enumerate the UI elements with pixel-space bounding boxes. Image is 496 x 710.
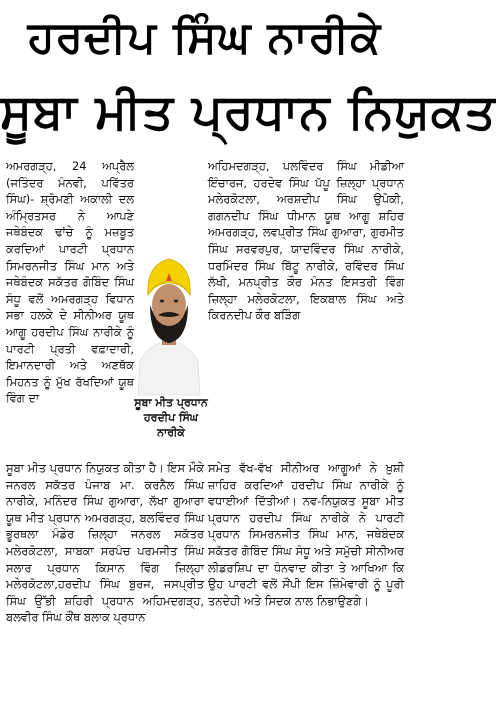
headline-line-1: ਹਰਦੀਪ ਸਿੰਘ ਨਾਰੀਕੇ [27,12,382,63]
portrait-photo [136,243,202,395]
article-column-left-top [6,158,134,407]
photo-caption: ਸੂਬਾ ਮੀਤ ਪ੍ਰਧਾਨ ਹਰਦੀਪ ਸਿੰਘ ਨਾਰੀਕੇ [134,396,208,439]
article-column-bottom-left [6,460,204,626]
headline-line-2: ਸੂਬਾ ਮੀਤ ਪ੍ਰਧਾਨ ਨਿਯੁਕਤ [0,84,496,140]
article-text-right-top: ਅਹਿਮਦਗੜ੍ਹ, ਪਲਵਿੰਦਰ ਸਿੰਘ ਮੀਡੀਆ ਇੰਚਾਰਜ, ਹਰਦੇਵ ਸਿੰਘ ਪੱਪੂ ਜ਼ਿਲ੍ਹਾ ਪ੍ਰਧਾਨ ਮਲੇਰਕੋਟਲਾ, ਅਰਸ਼ਦੀਪ ਸਿੰਘ ਉਪੋਕੀ, ਗਗਨਦੀਪ ਸਿੰਘ ਧੀਮਾਨ ਯੂਥ ਆਗੂ ਸ਼ਹਿਰ ਅਮਰਗੜ੍ਹ, ਲਵਪ੍ਰੀਤ ਸਿੰਘ ਗੁਆਰਾ, ਗੁਰਮੀਤ ਸਿੰਘ ਸਰਵਰਪੁਰ, ਯਾਦਵਿੰਦਰ ਸਿੰਘ ਨਾਰੀਕੇ, ਧਰਮਿੰਦਰ ਸਿੰਘ ਬਿੱਟੂ ਨਾਰੀਕੇ, ਰਵਿੰਦਰ ਸਿੰਘ ਲੱਖੀ, ਮਨਪ੍ਰੀਤ ਕੌਰ ਮੰਨਤ ਇਸਤਰੀ ਵਿੰਗ ਜ਼ਿਲ੍ਹਾ ਮਲੇਰਕੋਟਲਾ, ਇਕਬਾਲ ਸਿੰਘ ਅਤੇ ਕਿਰਨਦੀਪ ਕੌਰ ਬੜਿੰਗ [208,159,404,323]
article-column-bottom-right [208,460,404,609]
article-column-right-top [208,158,404,324]
article-text-bottom-left: ਸੂਬਾ ਮੀਤ ਪ੍ਰਧਾਨ ਨਿਯੁਕਤ ਕੀਤਾ ਹੈ। ਇਸ ਮੌਕੇ ਜਨਰਲ ਸਕੱਤਰ ਪੰਜਾਬ ਮਾ. ਕਰਨੈਲ ਸਿੰਘ ਨਾਰੀਕੇ, ਮਨਿੰਦਰ ਸਿੰਘ ਗੁਆਰਾ, ਲੱਖਾ ਗੁਆਰਾ ਯੂਥ ਮੀਤ ਪ੍ਰਧਾਨ ਅਮਰਗੜ੍ਹ, ਬਲਵਿੰਦਰ ਸਿੰਘ ਭੂਰਥਲਾ ਮੰਡੇਰ ਜ਼ਿਲ੍ਹਾ ਜਨਰਲ ਸਕੱਤਰ ਮਲੇਰਕੋਟਲਾ, ਸਾਬਕਾ ਸਰਪੰਚ ਪਰਮਜੀਤ ਸਿੰਘ ਸਲਾਰ ਪ੍ਰਧਾਨ ਕਿਸਾਨ ਵਿੰਗ ਜ਼ਿਲ੍ਹਾ ਮਲੇਰਕੋਟਲਾ,ਹਰਦੀਪ ਸਿੰਘ ਬੁਰਜ, ਜਸਪ੍ਰੀਤ ਸਿੰਘ ਉੱਭੀ ਸ਼ਹਿਰੀ ਪ੍ਰਧਾਨ ਅਹਿਮਦਗੜ੍ਹ, ਬਲਵੀਰ ਸਿੰਘ ਕੌਂਥ ਬਲਾਕ ਪ੍ਰਧਾਨ [6,461,204,625]
person-portrait-icon [136,243,202,395]
article-text-left-top: ਅਮਰਗੜ੍ਹ, 24 ਅਪ੍ਰੈਲ (ਜਤਿੰਦਰ ਮੰਨਵੀ, ਪਵਿੱਤਰ ਸਿੰਘ)- ਸ਼੍ਰੋਮਣੀ ਅਕਾਲੀ ਦਲ ਅੰਮ੍ਰਿਤਸਰ ਨੇ ਆਪਣੇ ਜਥੇਬੰਦਕ ਢਾਂਚੇ ਨੂੰ ਮਜ਼ਬੂਤ ਕਰਦਿਆਂ ਪਾਰਟੀ ਪ੍ਰਧਾਨ ਸਿਮਰਨਜੀਤ ਸਿੰਘ ਮਾਨ ਅਤੇ ਜਥੇਬੰਦਕ ਸਕੱਤਰ ਗੋਬਿੰਦ ਸਿੰਘ ਸੰਧੂ ਵਲੋਂ ਅਮਰਗੜ੍ਹ ਵਿਧਾਨ ਸਭਾ ਹਲਕੇ ਦੇ ਸੀਨੀਅਰ ਯੂਥ ਆਗੂ ਹਰਦੀਪ ਸਿੰਘ ਨਾਰੀਕੇ ਨੂੰ ਪਾਰਟੀ ਪ੍ਰਤੀ ਵਫ਼ਾਦਾਰੀ, ਇਮਾਨਦਾਰੀ ਅਤੇ ਅਣਥੱਕ ਮਿਹਨਤ ਨੂੰ ਮੁੱਖ ਰੱਖਦਿਆਂ ਯੂਥ ਵਿੰਗ ਦਾ [6,159,134,406]
article-text-bottom-right: ਸਮੇਤ ਵੱਖ-ਵੱਖ ਸੀਨੀਅਰ ਆਗੂਆਂ ਨੇ ਖ਼ੁਸ਼ੀ ਜ਼ਾਹਿਰ ਕਰਦਿਆਂ ਹਰਦੀਪ ਸਿੰਘ ਨਾਰੀਕੇ ਨੂੰ ਵਧਾਈਆਂ ਦਿੱਤੀਆਂ। ਨਵ-ਨਿਯੁਕਤ ਸੂਬਾ ਮੀਤ ਪ੍ਰਧਾਨ ਹਰਦੀਪ ਸਿੰਘ ਨਾਰੀਕੇ ਨੇ ਪਾਰਟੀ ਪ੍ਰਧਾਨ ਸਿਮਰਨਜੀਤ ਸਿੰਘ ਮਾਨ, ਜਥੇਬੰਦਕ ਸਕੱਤਰ ਗੋਬਿੰਦ ਸਿੰਘ ਸੰਧੂ ਅਤੇ ਸਮੁੱਚੀ ਸੀਨੀਅਰ ਲੀਡਰਸ਼ਿਪ ਦਾ ਧੰਨਵਾਦ ਕੀਤਾ ਤੇ ਆਖਿਆ ਕਿ ਉਹ ਪਾਰਟੀ ਵਲੋਂ ਸੌਂਪੀ ਇਸ ਜ਼ਿੰਮੇਵਾਰੀ ਨੂੰ ਪੂਰੀ ਤਨਦੇਹੀ ਅਤੇ ਸਿਦਕ ਨਾਲ ਨਿਭਾਉਣਗੇ। [208,461,404,608]
